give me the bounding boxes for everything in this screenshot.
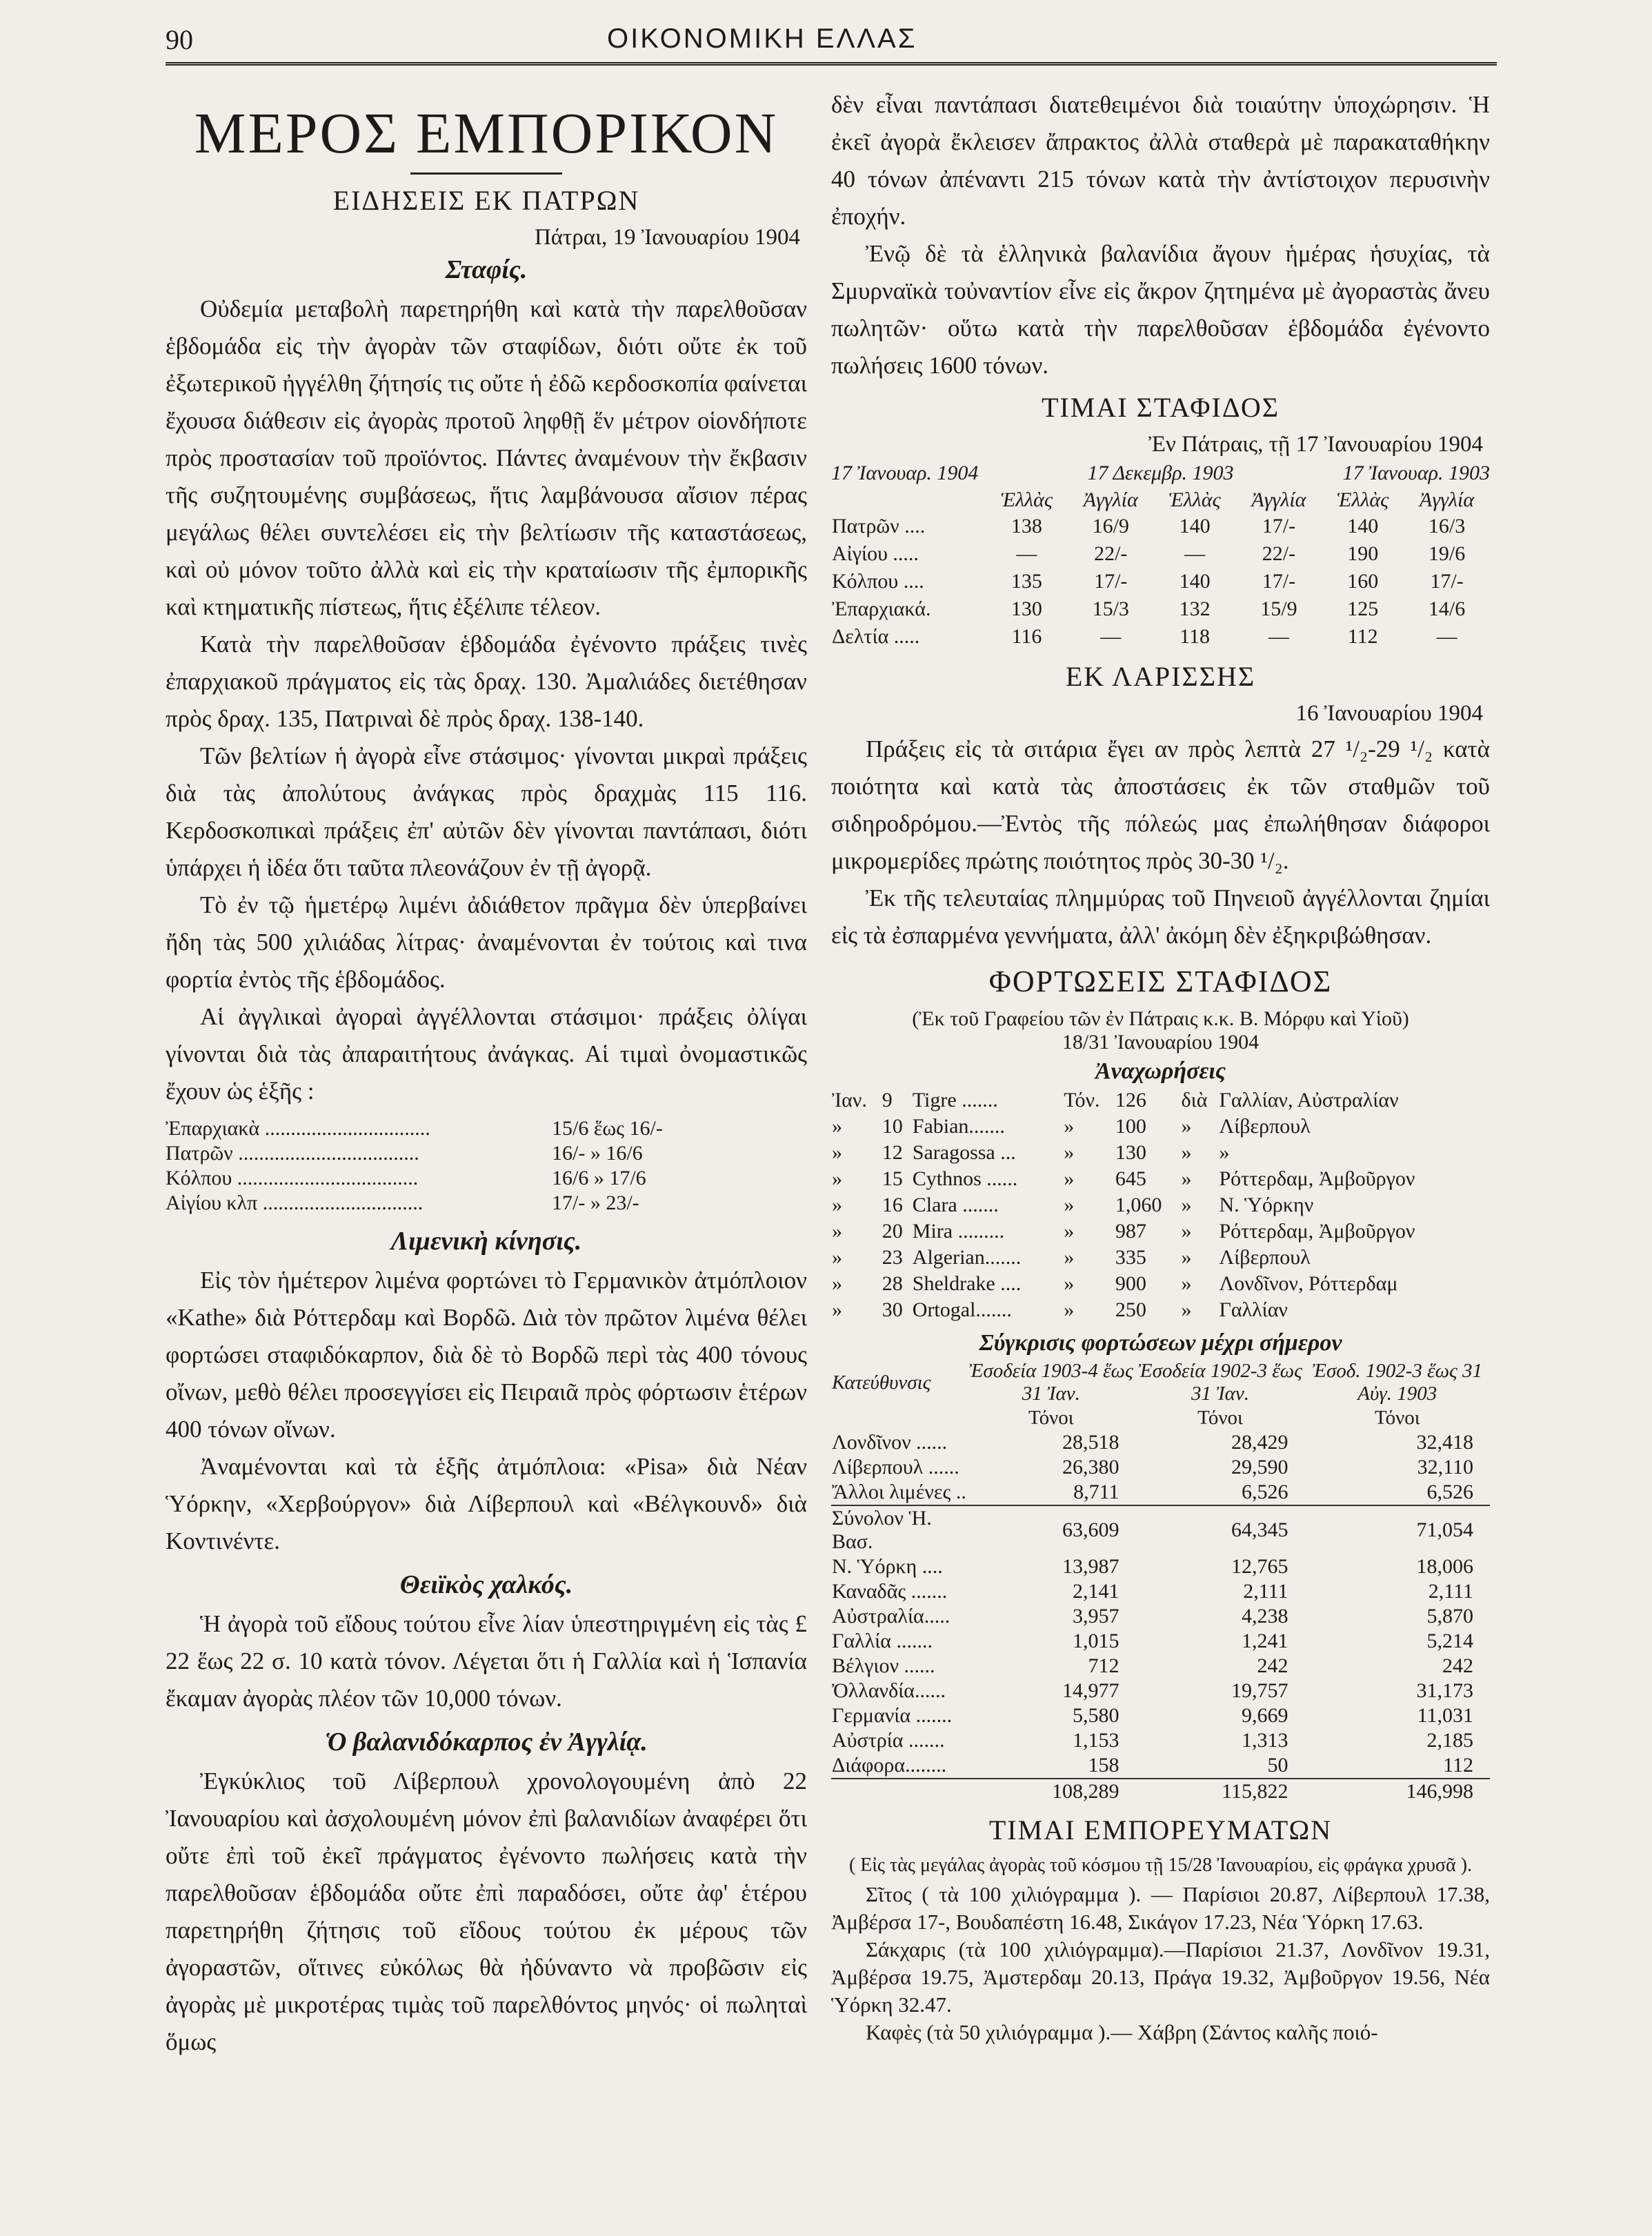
table-cell: » xyxy=(1181,1141,1192,1164)
table-cell: 8,711 xyxy=(1073,1481,1119,1503)
price-region: Ἐπαρχιακὰ ................................ xyxy=(166,1117,430,1140)
table-row xyxy=(831,1245,1490,1271)
larissa-dateline: 16 Ἰανουαρίου 1904 xyxy=(1295,701,1483,726)
table-cell: 15 xyxy=(882,1167,903,1190)
table-cell: 115,822 xyxy=(1136,1779,1305,1804)
table-row xyxy=(831,513,1490,540)
page-header xyxy=(166,21,1497,62)
table-cell: 17/- xyxy=(1430,570,1464,593)
table-cell: Κόλπου .... xyxy=(832,570,924,593)
table-cell xyxy=(831,1779,966,1804)
paragraph: Σῖτος ( τὰ 100 χιλιόγραμμα ). — Παρίσιοι 20.87, Λίβερπουλ 17.38, Ἀμβέρσα 17-, Βουδαπέστη 16.48, Σικάγον 17.23, Νέα Ὑόρκη 17.63. xyxy=(831,1882,1490,1934)
table-cell: » xyxy=(1181,1272,1192,1295)
table-cell: Καναδᾶς ....... xyxy=(832,1580,948,1603)
table-cell: » xyxy=(1064,1115,1075,1138)
table-cell: 242 xyxy=(1442,1654,1473,1677)
paragraph: Σάκχαρις (τὰ 100 χιλιόγραμμα).—Παρίσιοι 21.37, Λονδῖνον 19.31, Ἀμβέρσα 19.75, Ἀμστερδαμ 20.13, Πράγα 19.32, Ἀμβοῦργον 19.56, Νέα Ὑόρκη 32.47. xyxy=(831,1937,1490,2017)
table-cell: » xyxy=(832,1194,842,1216)
column-header: Ἐσοδεία 1903-4 ἕως 31 Ἰαν. xyxy=(968,1360,1133,1405)
paragraph: δὲν εἶναι παντάπασι διατεθειμένοι διὰ τοιαύτην ὑποχώρησιν. Ἡ ἐκεῖ ἀγορὰ ἔκλεισεν ἄπρακτος ἀλλὰ σταθερὰ μὲ παρακαταθήκην 40 τόνων ἀπέναντι 215 τόνων κατὰ τὴν ἀντίστοιχον περυσινὴν ἐποχήν. xyxy=(831,91,1490,230)
price-row xyxy=(166,1191,807,1216)
table-cell: 6,526 xyxy=(1426,1481,1473,1503)
table-cell: Fabian....... xyxy=(912,1115,1005,1138)
table-row xyxy=(831,540,1490,568)
paragraph: Ἡ ἀγορὰ τοῦ εἴδους τούτου εἶνε λίαν ὑπεστηριγμένη εἰς τὰς £ 22 ἕως 22 σ. 10 κατὰ τόνον. Λέγεται ὅτι ἡ Γαλλία καὶ ἡ Ἱσπανία ἔκαμαν ἀγορὰς πλέον τῶν 10,000 τόνων. xyxy=(166,1610,807,1712)
table-cell: 242 xyxy=(1257,1654,1288,1677)
table-row xyxy=(831,1728,1490,1753)
table-cell: 19/6 xyxy=(1428,542,1466,565)
shipments-comparison-table xyxy=(831,1359,1490,1804)
table-cell: Sheldrake .... xyxy=(912,1272,1022,1295)
table-cell: 250 xyxy=(1115,1298,1146,1321)
table-cell: 17/- xyxy=(1094,570,1128,593)
subhead-copper: Θειϊκὸς χαλκός. xyxy=(399,1570,573,1599)
table-cell: » xyxy=(1181,1115,1192,1138)
comparison-title: Σύγκρισις φορτώσεων μέχρι σήμερον xyxy=(979,1330,1342,1356)
table-cell: — xyxy=(1268,625,1289,648)
table-row xyxy=(831,1271,1490,1297)
table-cell: Mira ......... xyxy=(912,1220,1005,1243)
table-cell: 18,006 xyxy=(1416,1555,1473,1578)
table-cell: Γαλλίαν xyxy=(1219,1298,1288,1321)
table-row xyxy=(831,1703,1490,1728)
table-cell: 28,518 xyxy=(1062,1431,1119,1454)
table-cell: — xyxy=(1184,542,1206,565)
column-header: Ἑλλὰς xyxy=(1168,488,1221,511)
table-cell: 16 xyxy=(882,1194,903,1216)
departures-table xyxy=(831,1087,1490,1323)
table-cell: Λονδῖνον, Ρόττερδαμ xyxy=(1219,1272,1398,1295)
paragraph: Ἐνῷ δὲ τὰ ἑλληνικὰ βαλανίδια ἄγουν ἡμέρας ἡσυχίας, τὰ Σμυρναϊκὰ τοὐναντίον εἶνε εἰς ἄκρον ζητημένα μὲ ἀγοραστὰς ἄνευ πωλητῶν· οὕτω κατὰ τὴν παρελθοῦσαν ἑβδομάδα ἐγένοντο πωλήσεις 1600 τόνων. xyxy=(831,240,1490,379)
column-header xyxy=(831,488,986,513)
table-cell: 15/3 xyxy=(1092,597,1129,620)
table-cell: 9 xyxy=(882,1089,893,1111)
paragraph: Πράξεις εἰς τὰ σιτάρια ἔγει αν πρὸς λεπτὰ 27 ¹/₂-29 ¹/₂ κατὰ ποιότητα καὶ κατὰ τὰς ἀποστάσεις ἐκ τῶν σταθμῶν τοῦ σιδηροδρόμου.—Ἐντὸς τῆς πόλεώς μας ἐπωλήθησαν διάφοροι μικρομερίδες πρώτης ποιότητος πρὸς 30-30 ¹/₂. xyxy=(831,735,1490,874)
table-cell: Saragossa ... xyxy=(912,1141,1016,1164)
table-row xyxy=(831,1753,1490,1779)
subhead-port: Λιμενικὴ κίνησις. xyxy=(390,1227,582,1256)
subhead-valonia: Ὁ βαλανιδόκαρπος ἐν Ἀγγλίᾳ. xyxy=(325,1728,648,1757)
table-cell: Δελτία ..... xyxy=(832,625,920,648)
section-title: ΕΙΔΗΣΕΙΣ ΕΚ ΠΑΤΡΩΝ xyxy=(332,185,640,216)
table-cell: 138 xyxy=(1011,515,1042,537)
currant-price-list xyxy=(166,1117,807,1216)
table-cell: » xyxy=(1219,1141,1230,1164)
column-header: Ἀγγλία xyxy=(1083,488,1138,511)
table-row xyxy=(831,1114,1490,1140)
table-cell: 28 xyxy=(882,1272,903,1295)
column-unit xyxy=(831,1406,966,1430)
table-cell: Αὐστρία ....... xyxy=(832,1729,945,1752)
table-cell: 1,015 xyxy=(1073,1630,1119,1652)
table-cell: 50 xyxy=(1267,1754,1288,1777)
table-cell: » xyxy=(832,1246,842,1269)
price-region: Κόλπου ................................... xyxy=(166,1167,419,1189)
table-cell: 14/6 xyxy=(1428,597,1466,620)
left-column xyxy=(166,86,807,2061)
part-title: ΜΕΡΟΣ ΕΜΠΟΡΙΚΟΝ xyxy=(194,101,779,166)
price-region: Πατρῶν ................................... xyxy=(166,1142,419,1165)
table-cell: 31,173 xyxy=(1416,1679,1473,1702)
table-cell: 900 xyxy=(1115,1272,1146,1295)
table-cell: 6,526 xyxy=(1241,1481,1288,1503)
table-cell: 126 xyxy=(1115,1089,1146,1111)
table-cell: 4,238 xyxy=(1241,1605,1288,1627)
table-cell: 140 xyxy=(1179,570,1211,593)
table-cell: 190 xyxy=(1347,542,1379,565)
table-cell: Ν. Ὑόρκην xyxy=(1219,1194,1314,1216)
table-cell: 112 xyxy=(1347,625,1378,648)
table-cell: » xyxy=(832,1298,842,1321)
table-cell: » xyxy=(1064,1298,1075,1321)
table-cell: 63,609 xyxy=(966,1505,1135,1554)
header-rule xyxy=(166,62,1497,66)
price-range: 15/6 ἕως 16/- xyxy=(552,1117,663,1140)
column-header: Κατεύθυνσις xyxy=(832,1371,931,1394)
table-cell: Algerian....... xyxy=(912,1246,1022,1269)
table-cell: Ρόττερδαμ, Ἀμβοῦργον xyxy=(1219,1167,1415,1190)
prices-dateline: Ἐν Πάτραις, τῇ 17 Ἰανουαρίου 1904 xyxy=(1148,432,1483,457)
table-row xyxy=(831,1579,1490,1604)
table-cell: Tigre ....... xyxy=(912,1089,998,1111)
prices-date: 17 Ἰανουαρ. 1904 xyxy=(831,462,979,484)
table-cell: 140 xyxy=(1347,515,1379,537)
prices-date: 17 Δεκεμβρ. 1903 xyxy=(1087,462,1234,484)
table-cell: » xyxy=(1181,1167,1192,1190)
table-cell: Ortogal....... xyxy=(912,1298,1012,1321)
shipments-date: 18/31 Ἰανουαρίου 1904 xyxy=(1062,1031,1260,1053)
table-cell: 19,757 xyxy=(1231,1679,1288,1702)
table-cell: 1,241 xyxy=(1241,1630,1288,1652)
table-cell: Clara ....... xyxy=(912,1194,999,1216)
table-row xyxy=(831,1554,1490,1579)
column-header: Ἐσοδ. 1902-3 ἕως 31 Αὐγ. 1903 xyxy=(1312,1360,1483,1405)
table-cell: 12,765 xyxy=(1231,1555,1288,1578)
table-cell: 116 xyxy=(1011,625,1042,648)
shipments-title: ΦΟΡΤΩΣΕΙΣ ΣΤΑΦΙΔΟΣ xyxy=(988,964,1333,998)
table-cell: Ν. Ὑόρκη .... xyxy=(832,1555,943,1578)
table-cell: » xyxy=(1064,1194,1075,1216)
table-cell: Cythnos ...... xyxy=(912,1167,1018,1190)
table-cell: 3,957 xyxy=(1073,1605,1119,1627)
price-row xyxy=(166,1117,807,1142)
goods-title: ΤΙΜΑΙ ΕΜΠΟΡΕΥΜΑΤΩΝ xyxy=(988,1814,1333,1846)
right-column xyxy=(831,86,1490,2046)
table-cell: 71,054 xyxy=(1304,1505,1490,1554)
table-cell: 23 xyxy=(882,1246,903,1269)
table-row xyxy=(831,1480,1490,1505)
column-unit: Τόνοι xyxy=(1197,1407,1243,1429)
table-cell: Σύνολον Ἡ. Βασ. xyxy=(831,1505,966,1554)
table-cell: 13,987 xyxy=(1062,1555,1119,1578)
table-cell: 14,977 xyxy=(1062,1679,1119,1702)
table-cell: » xyxy=(1181,1194,1192,1216)
table-cell: 645 xyxy=(1115,1167,1146,1190)
shipments-source: (Ἐκ τοῦ Γραφείου τῶν ἐν Πάτραις κ.κ. Β. Μόρφυ καὶ Υἱοῦ) xyxy=(912,1007,1409,1030)
table-cell: 987 xyxy=(1115,1220,1146,1243)
table-cell: 5,580 xyxy=(1073,1704,1119,1727)
table-row xyxy=(831,1679,1490,1703)
table-cell: Γερμανία ....... xyxy=(832,1704,953,1727)
table-cell: Πατρῶν .... xyxy=(832,515,926,537)
table-cell: » xyxy=(832,1272,842,1295)
table-row xyxy=(831,1455,1490,1480)
table-cell: Ρόττερδαμ, Ἀμβοῦργον xyxy=(1219,1220,1415,1243)
table-cell: διὰ xyxy=(1181,1089,1208,1111)
column-header: Ἀγγλία xyxy=(1251,488,1306,511)
table-cell: Γαλλίαν, Αὐστραλίαν xyxy=(1219,1089,1399,1111)
dateline: Πάτραι, 19 Ἰανουαρίου 1904 xyxy=(534,225,800,250)
table-header-row xyxy=(831,1359,1490,1406)
table-cell: 28,429 xyxy=(1231,1431,1288,1454)
table-cell: 29,590 xyxy=(1231,1456,1288,1478)
table-cell: » xyxy=(1064,1220,1075,1243)
table-cell: 64,345 xyxy=(1136,1505,1305,1554)
column-unit: Τόνοι xyxy=(1028,1407,1074,1429)
column-header: Ἑλλὰς xyxy=(1337,488,1389,511)
table-cell: 22/- xyxy=(1094,542,1128,565)
table-row xyxy=(831,1166,1490,1192)
price-region: Αἰγίου κλπ ............................... xyxy=(166,1191,424,1214)
table-cell: 108,289 xyxy=(966,1779,1135,1804)
table-cell: Λίβερπουλ xyxy=(1219,1246,1311,1269)
table-row xyxy=(831,623,1490,651)
table-cell: 135 xyxy=(1011,570,1042,593)
table-row xyxy=(831,1629,1490,1654)
table-cell: 118 xyxy=(1180,625,1211,648)
table-cell: Λονδῖνον ...... xyxy=(832,1431,948,1454)
table-cell: 16/9 xyxy=(1092,515,1129,537)
table-cell: Βέλγιον ...... xyxy=(832,1654,935,1677)
table-cell: 158 xyxy=(1088,1754,1119,1777)
table-cell: — xyxy=(1436,625,1457,648)
paragraph: Ἐγκύκλιος τοῦ Λίβερπουλ χρονολογουμένη ἀπὸ 22 Ἰανουαρίου καὶ ἀσχολουμένη μόνον ἐπὶ βαλανιδίων ἀναφέρει ὅτι οὔτε ἐπὶ τοῦ ἐκεῖ πράγματος ἐγένοντο πωλήσεις κατὰ τὴν παρελθοῦσαν ἑβδομάδα οὔτε ἐπὶ παραδόσει, οὔτε ἀφ' ἑτέρου παρετηρήθη ζήτησις τοῦ εἴδους τούτου ἐκ μέρους τῶν ἀγοραστῶν, οἵτινες εὐκόλως θὰ ἠδύναντο νὰ προβῶσιν εἰς ἀγορὰς μὲ μικροτέρας τιμὰς τοῦ παρελθόντος μηνός· οἱ πωληταὶ ὅμως xyxy=(166,1768,807,2055)
table-cell: 160 xyxy=(1347,570,1379,593)
table-row xyxy=(831,1218,1490,1245)
price-range: 17/- » 23/- xyxy=(552,1191,639,1214)
table-cell: 12 xyxy=(882,1141,903,1164)
table-cell: 132 xyxy=(1179,597,1211,620)
table-cell: 10 xyxy=(882,1115,903,1138)
table-cell: 9,669 xyxy=(1241,1704,1288,1727)
table-cell: 2,111 xyxy=(1243,1580,1288,1603)
table-cell: » xyxy=(832,1115,842,1138)
paragraph: Οὐδεμία μεταβολὴ παρετηρήθη καὶ κατὰ τὴν παρελθοῦσαν ἑβδομάδα εἰς τὴν ἀγορὰν τῶν σταφίδων, διότι οὔτε ἐκ τοῦ ἐξωτερικοῦ ἠγγέλθη ζήτησίς τις οὔτε ἡ ἐδῶ κερδοσκοπία φαίνεται ἔχουσα διάθεσιν εἰς ἀγορὰς προτοῦ ληφθῇ ἕν μέτρον οἱονδήποτε πρὸς προστασίαν τοῦ προϊόντος. Πάντες ἀναμένουν τὴν ἔκβασιν τῆς συζητουμένης συμβάσεως, ἥτις λαμβάνουσα αἴσιον πέρας μεγάλως θέλει συντελέσει εἰς τὴν βελτίωσιν τῆς καταστάσεως, καὶ οὐ μόνον τοῦτο ἀλλὰ καὶ εἰς τὴν κραταίωσιν τῆς ἐμπορικῆς καὶ κτηματικῆς πίστεως, ἥτις ἐξέλιπε τέλεον. xyxy=(166,295,807,620)
table-cell: » xyxy=(832,1141,842,1164)
table-cell: Ὀλλανδία...... xyxy=(832,1679,946,1702)
table-cell: 17/- xyxy=(1262,515,1296,537)
table-cell: 2,185 xyxy=(1426,1729,1473,1752)
column-header: Ἑλλὰς xyxy=(1000,488,1053,511)
table-row xyxy=(831,1505,1490,1554)
table-cell: Αἰγίου ..... xyxy=(832,542,919,565)
table-cell: 5,870 xyxy=(1426,1605,1473,1627)
paragraph: Εἰς τὸν ἡμέτερον λιμένα φορτώνει τὸ Γερμανικὸν ἀτμόπλοιον «Kathe» διὰ Ρόττερδαμ καὶ Βορδῶ. Διὰ τὸν πρῶτον λιμένα θέλει φορτώσει σταφιδόκαρπον, διὰ δὲ τὸ Βορδῶ περὶ τὰς 400 τόνους οἴνων, μεθὸ θέλει προσεγγίσει εἰς Πειραιᾶ πρὸς φόρτωσιν ἑτέρων 400 τόνων οἴνων. xyxy=(166,1267,807,1443)
table-cell: 112 xyxy=(1443,1754,1473,1777)
goods-note: ( Εἰς τὰς μεγάλας ἀγορὰς τοῦ κόσμου τῇ 15/28 Ἰανουαρίου, εἰς φράγκα χρυσᾶ ). xyxy=(848,1854,1473,1876)
paragraph: Ἀναμένονται καὶ τὰ ἑξῆς ἀτμόπλοια: «Pisa» διὰ Νέαν Ὑόρκην, «Χερβούργον» διὰ Λίβερπουλ καὶ «Βέλγκουνδ» διὰ Κοντινέντε. xyxy=(166,1453,807,1554)
price-row xyxy=(166,1167,807,1191)
table-cell: Λίβερπουλ ...... xyxy=(832,1456,959,1478)
table-cell: Ἄλλοι λιμένες .. xyxy=(832,1481,966,1503)
table-row xyxy=(831,1604,1490,1629)
table-cell: 32,418 xyxy=(1416,1431,1473,1454)
table-cell: 1,313 xyxy=(1241,1729,1288,1752)
paragraph: Τῶν βελτίων ἡ ἀγορὰ εἶνε στάσιμος· γίνονται μικραὶ πράξεις διὰ τὰς ἀπολύτους ἀνάγκας πρὸς δραχμὰς 115 116. Κερδοσκοπικαὶ πράξεις ἐπ' αὐτῶν δὲν γίνονται παντάπασι, διότι ὑπάρχει ἡ ἰδέα ὅτι ταῦτα πλεονάζουν ἐν τῇ ἀγορᾷ. xyxy=(166,742,807,881)
table-cell: 712 xyxy=(1088,1654,1119,1677)
table-cell: » xyxy=(1064,1167,1075,1190)
table-cell: 125 xyxy=(1347,597,1379,620)
table-row xyxy=(831,1297,1490,1323)
table-cell: 130 xyxy=(1115,1141,1146,1164)
paragraph: Κατὰ τὴν παρελθοῦσαν ἑβδομάδα ἐγένοντο πράξεις τινὲς ἐπαρχιακοῦ πράγματος εἰς τὰς δραχ. 130. Ἀμαλιάδες διετέθησαν πρὸς δραχ. 135, Πατριναὶ δὲ πρὸς δραχ. 138-140. xyxy=(166,631,807,732)
table-cell: » xyxy=(1181,1246,1192,1269)
price-range: 16/6 » 17/6 xyxy=(552,1167,646,1189)
table-row xyxy=(831,1192,1490,1218)
table-row xyxy=(831,1087,1490,1114)
page-number: 90 xyxy=(166,24,193,55)
table-cell: 30 xyxy=(882,1298,903,1321)
table-row xyxy=(831,595,1490,623)
prices-title: ΤΙΜΑΙ ΣΤΑΦΙΔΟΣ xyxy=(1041,392,1280,423)
price-range: 16/- » 16/6 xyxy=(552,1142,643,1165)
table-cell: — xyxy=(1100,625,1122,648)
table-cell: Διάφορα........ xyxy=(832,1754,947,1777)
table-row xyxy=(831,568,1490,595)
table-header-row xyxy=(831,488,1490,513)
column-header: Ἐσοδεία 1902-3 ἕως 31 Ἰαν. xyxy=(1138,1360,1302,1405)
table-cell: 5,214 xyxy=(1426,1630,1473,1652)
table-cell: » xyxy=(1181,1298,1192,1321)
table-row xyxy=(831,1654,1490,1679)
paragraph: Καφὲς (τὰ 50 χιλιόγραμμα ).— Χάβρη (Σάντος καλῆς ποιό- xyxy=(866,2020,1378,2044)
table-cell: 22/- xyxy=(1262,542,1296,565)
table-cell: 26,380 xyxy=(1062,1456,1119,1478)
table-cell: » xyxy=(1064,1141,1075,1164)
column-header: Ἀγγλία xyxy=(1420,488,1475,511)
table-cell: 1,153 xyxy=(1073,1729,1119,1752)
currant-prices-table xyxy=(831,488,1490,651)
table-cell: » xyxy=(1064,1246,1075,1269)
table-cell: 16/3 xyxy=(1428,515,1466,537)
table-cell: » xyxy=(1064,1272,1075,1295)
table-units-row xyxy=(831,1406,1490,1430)
title-rule xyxy=(410,172,562,175)
paragraph: Τὸ ἐν τῷ ἡμετέρῳ λιμένι ἀδιάθετον πρᾶγμα δὲν ὑπερβαίνει ἤδη τὰς 500 χιλιάδας λίτρας· ἀναμένονται ἐν τούτοις καὶ τινα φορτία ἐντὸς τῆς ἑβδομάδος. xyxy=(166,891,807,993)
table-cell: Ἰαν. xyxy=(832,1089,867,1111)
table-cell: 335 xyxy=(1115,1246,1146,1269)
comparison-body xyxy=(831,1430,1490,1804)
prices-date-row xyxy=(831,462,1490,485)
table-cell: 15/9 xyxy=(1260,597,1297,620)
table-row xyxy=(831,1140,1490,1166)
larissa-title: ΕΚ ΛΑΡΙΣΣΗΣ xyxy=(1065,661,1256,692)
table-row xyxy=(831,1430,1490,1455)
departures-title: Ἀναχωρήσεις xyxy=(1095,1058,1226,1084)
table-cell: 1,060 xyxy=(1115,1194,1162,1216)
table-cell: 20 xyxy=(882,1220,903,1243)
table-row xyxy=(831,1779,1490,1804)
table-cell: — xyxy=(1016,542,1037,565)
subhead-currants: Σταφίς. xyxy=(445,255,528,284)
column-unit: Τόνοι xyxy=(1374,1407,1420,1429)
table-cell: 140 xyxy=(1179,515,1211,537)
table-cell: Τόν. xyxy=(1064,1089,1100,1111)
table-cell: 146,998 xyxy=(1304,1779,1490,1804)
prices-date: 17 Ἰανουαρ. 1903 xyxy=(1342,462,1490,484)
table-cell: » xyxy=(1181,1220,1192,1243)
table-cell: » xyxy=(832,1220,842,1243)
table-cell: Ἐπαρχιακά. xyxy=(832,597,931,620)
table-cell: 11,031 xyxy=(1417,1704,1473,1727)
table-cell: 32,110 xyxy=(1417,1456,1473,1478)
table-cell: Λίβερπουλ xyxy=(1219,1115,1311,1138)
paragraph: Αἱ ἀγγλικαὶ ἀγοραὶ ἀγγέλλονται στάσιμοι· πράξεις ὀλίγαι γίνονται διὰ τὰς ἀπαραιτήτους ἀνάγκας. Αἱ τιμαὶ ὀνομαστικῶς ἔχουν ὡς ἑξῆς : xyxy=(166,1003,807,1105)
table-cell: Αὐστραλία..... xyxy=(832,1605,951,1627)
table-cell: » xyxy=(832,1167,842,1190)
running-title: ΟΙΚΟΝΟΜΙΚΗ ΕΛΛΑΣ xyxy=(607,23,917,54)
table-cell: 130 xyxy=(1011,597,1042,620)
table-cell: 2,141 xyxy=(1073,1580,1119,1603)
table-cell: 17/- xyxy=(1262,570,1296,593)
paragraph: Ἐκ τῆς τελευταίας πλημμύρας τοῦ Πηνειοῦ ἀγγέλλονται ζημίαι εἰς τὰ ἐσπαρμένα γεννήματα, ἀλλ' ἀκόμη δὲν ἐξηκριβώθησαν. xyxy=(831,884,1490,949)
price-row xyxy=(166,1142,807,1167)
table-cell: 2,111 xyxy=(1428,1580,1473,1603)
table-cell: Γαλλία ....... xyxy=(832,1630,933,1652)
table-cell: 100 xyxy=(1115,1115,1146,1138)
